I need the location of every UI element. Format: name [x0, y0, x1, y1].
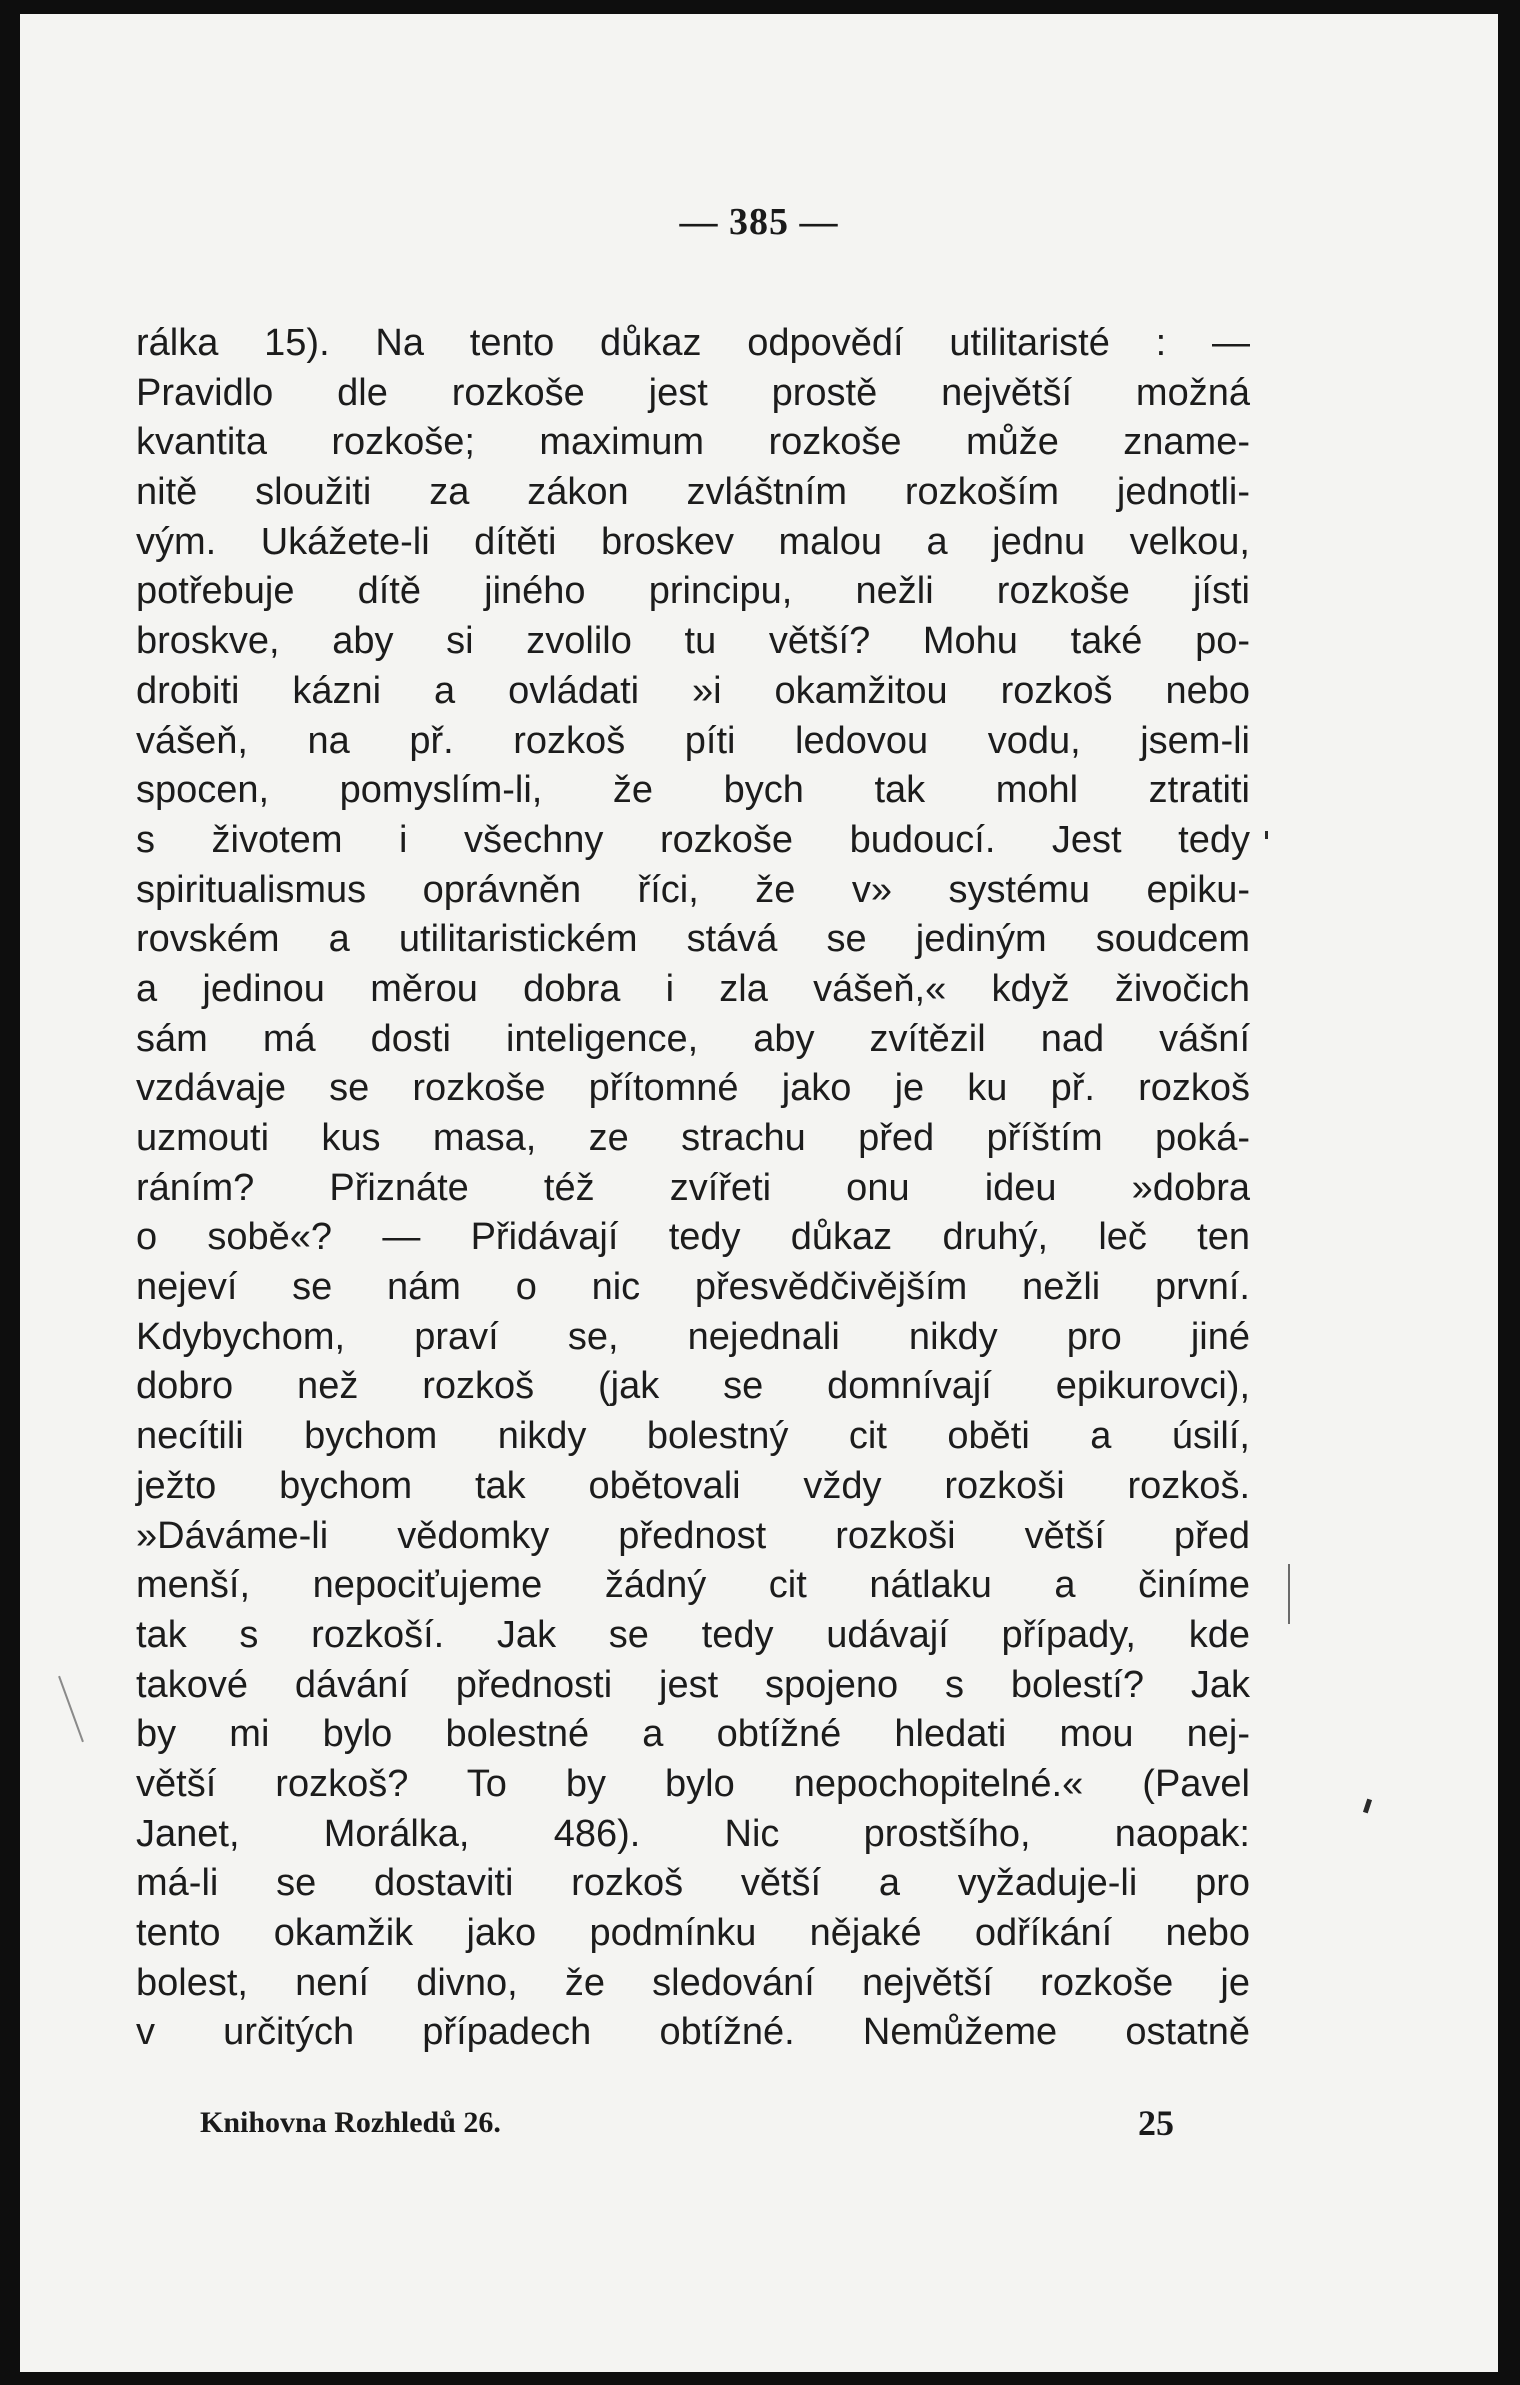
print-speck [1363, 1799, 1372, 1814]
text-line: »Dáváme-li vědomky přednost rozkoši větší před [136, 1514, 1250, 1557]
text-line: Pravidlo dle rozkoše jest prostě největší možná [136, 371, 1250, 414]
text-line: nejeví se nám o nic přesvědčivějším nežli první. [136, 1266, 1250, 1309]
text-line: vzdávaje se rozkoše přítomné jako je ku př. rozkoš [136, 1067, 1250, 1110]
text-line: rálka 15). Na tento důkaz odpovědí utilitaristé : — [136, 322, 1250, 364]
text-line: vášeň, na př. rozkoš píti ledovou vodu, jsem-li [136, 719, 1250, 762]
text-line: menší, nepociťujeme žádný cit nátlaku a činíme [136, 1564, 1250, 1607]
print-speck [1265, 831, 1268, 839]
text-line: takové dávání přednosti jest spojeno s bolestí? Jak [136, 1663, 1250, 1706]
text-line: spocen, pomyslím-li, že bych tak mohl ztratiti [136, 769, 1250, 812]
footer-series: Knihovna Rozhledů 26. [200, 2106, 501, 2139]
text-line: vým. Ukážete-li dítěti broskev malou a jednu velkou, [136, 520, 1250, 563]
text-line: kvantita rozkoše; maximum rozkoše může zname- [136, 421, 1250, 464]
text-line: potřebuje dítě jiného principu, nežli rozkoše jísti [136, 570, 1250, 613]
text-line: rovském a utilitaristickém stává se jediným soudcem [136, 918, 1250, 961]
text-line: tento okamžik jako podmínku nějaké odříkání nebo [136, 1912, 1250, 1954]
text-line: broskve, aby si zvolilo tu větší? Mohu také po- [136, 620, 1250, 663]
text-line: spiritualismus oprávněn říci, že v» systému epiku- [136, 868, 1250, 911]
text-line: by mi bylo bolestné a obtížné hledati mou nej- [136, 1713, 1250, 1756]
page-number: — 385 — [679, 201, 839, 243]
page-footer [200, 2103, 1174, 2156]
text-line: větší rozkoš? To by bylo nepochopitelné.« (Pavel [136, 1762, 1250, 1805]
text-line: tak s rozkoší. Jak se tedy udávají případy, kde [136, 1613, 1250, 1656]
body-text [136, 319, 1250, 2058]
text-line: ráním? Přiznáte též zvířeti onu ideu »dobra [136, 1166, 1250, 1209]
text-line: drobiti kázni a ovládati »i okamžitou rozkoš nebo [136, 669, 1250, 712]
text-line: má-li se dostaviti rozkoš větší a vyžaduje-li pro [136, 1862, 1250, 1905]
print-speck [58, 1676, 84, 1742]
footer-signature: 25 [1138, 2103, 1174, 2143]
book-page [20, 14, 1498, 2372]
text-line: Janet, Morálka, 486). Nic prostšího, naopak: [136, 1812, 1250, 1855]
text-line: a jedinou měrou dobra i zla vášeň,« když živočich [136, 967, 1250, 1010]
print-speck [1288, 1564, 1290, 1624]
text-line: bolest, není divno, že sledování největší rozkoše je [136, 1961, 1250, 2004]
text-line: Kdybychom, praví se, nejednali nikdy pro jiné [136, 1315, 1250, 1358]
text-line: v určitých případech obtížné. Nemůžeme ostatně [136, 2011, 1250, 2054]
text-line: necítili bychom nikdy bolestný cit oběti a úsilí, [136, 1415, 1250, 1458]
text-line: nitě sloužiti za zákon zvláštním rozkoším jednotli- [136, 471, 1250, 514]
text-line: dobro než rozkoš (jak se domnívají epikurovci), [136, 1365, 1250, 1408]
text-line: s životem i všechny rozkoše budoucí. Jest tedy [136, 818, 1250, 861]
text-line: ježto bychom tak obětovali vždy rozkoši rozkoš. [136, 1464, 1250, 1507]
text-line: sám má dosti inteligence, aby zvítězil nad vášní [136, 1017, 1250, 1060]
text-line: o sobě«? — Přidávají tedy důkaz druhý, leč ten [136, 1216, 1250, 1259]
text-line: uzmouti kus masa, ze strachu před příštím poká- [136, 1117, 1250, 1159]
